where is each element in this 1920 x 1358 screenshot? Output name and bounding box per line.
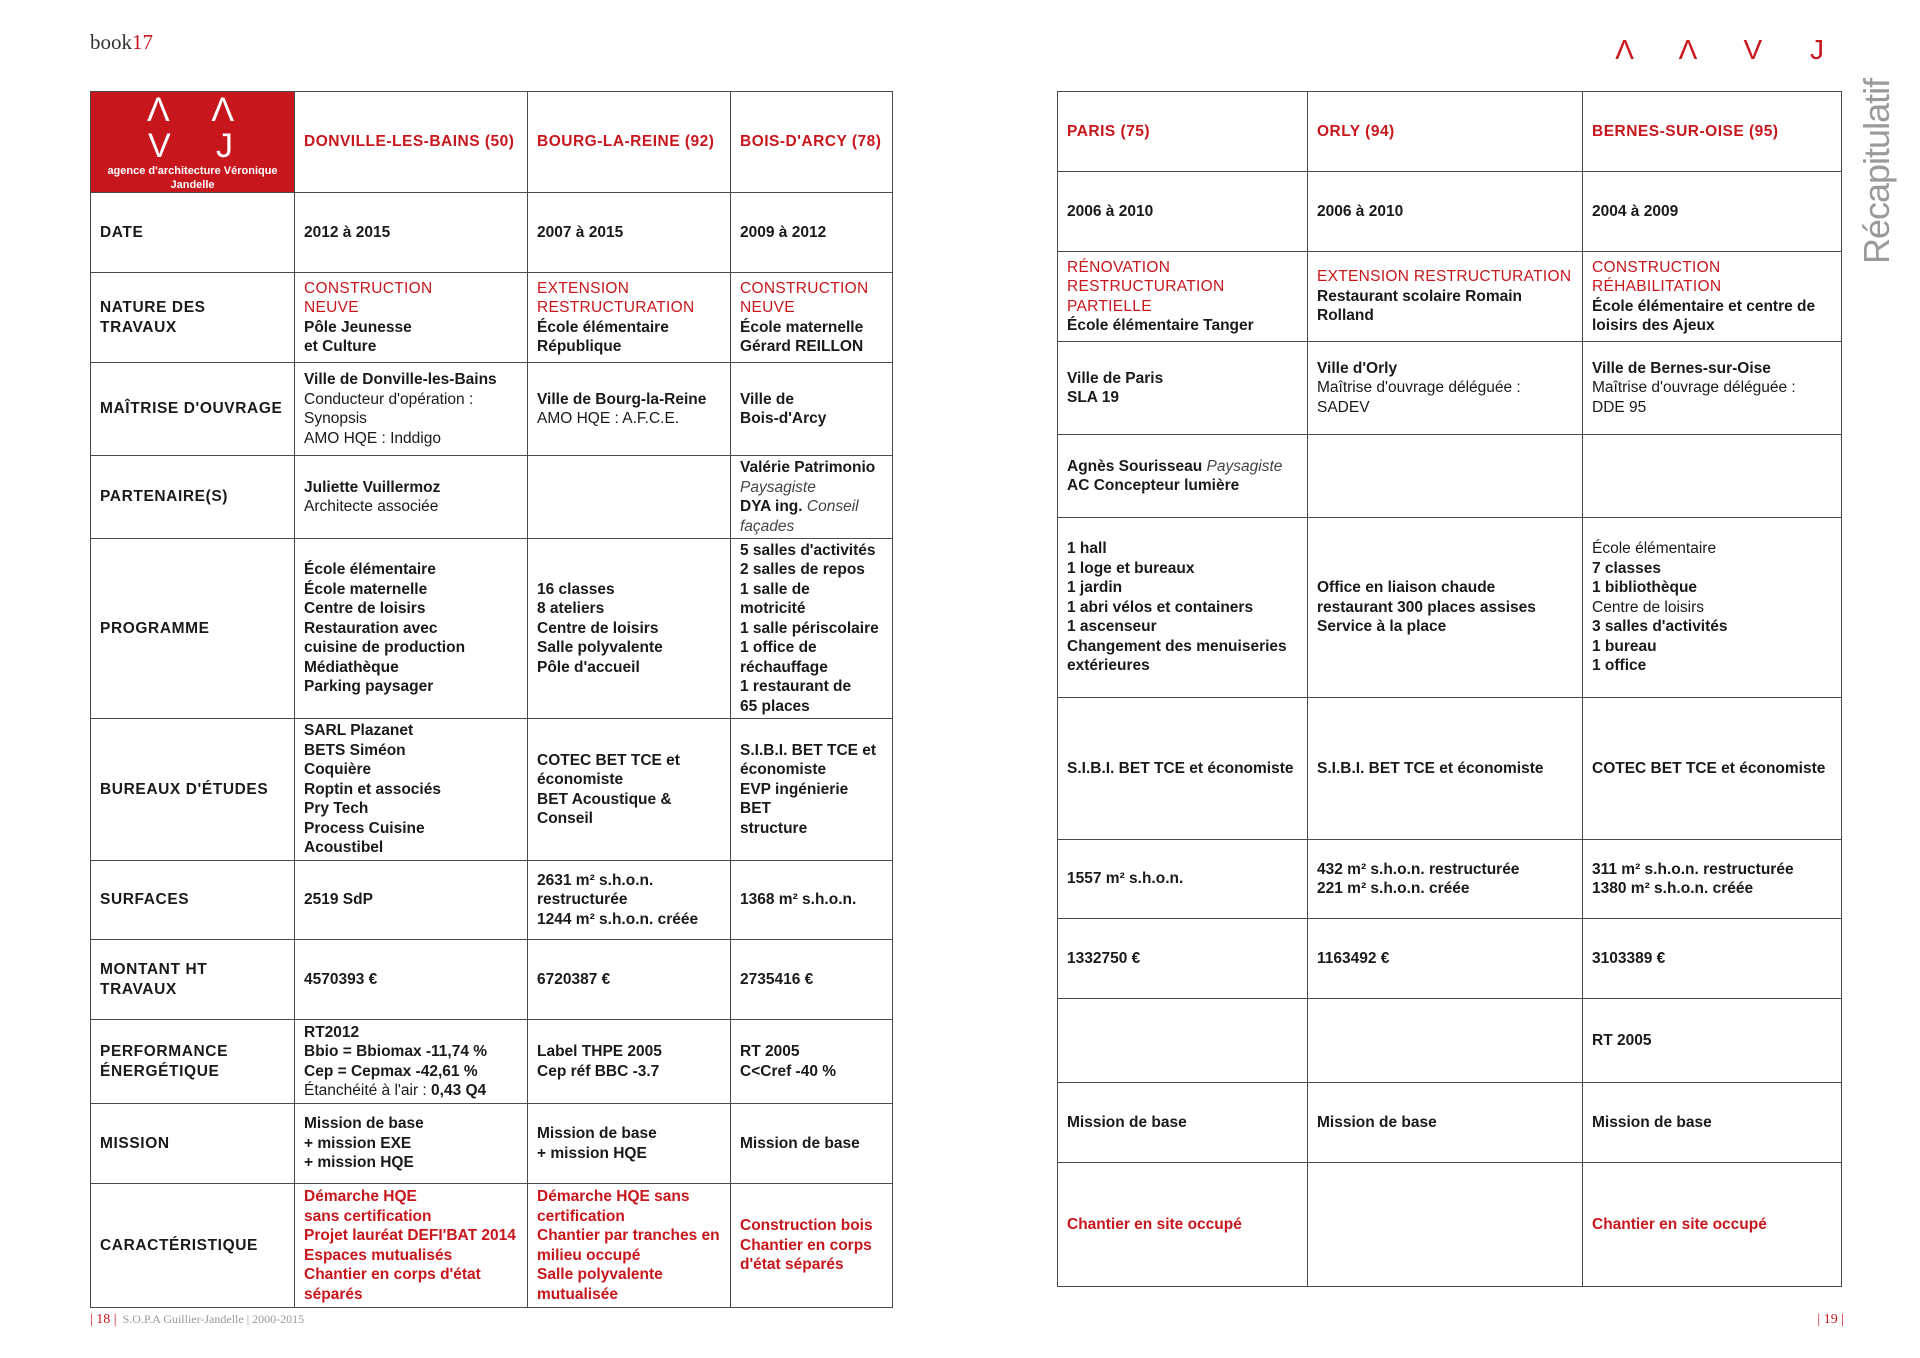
nature-desc: Pôle Jeunesse xyxy=(304,318,412,336)
surfaces-paris xyxy=(1058,840,1308,919)
nature-desc: Restaurant scolaire Romain xyxy=(1317,287,1523,305)
logo-letters: Λ Λ V J xyxy=(146,91,253,165)
list-item: + mission EXE xyxy=(304,1134,412,1152)
list-item: Pry Tech xyxy=(304,800,369,818)
date-bernes: 2004 à 2009 xyxy=(1583,172,1842,252)
list-item: 2 salles de repos xyxy=(740,561,865,579)
table-row-surfaces xyxy=(91,861,893,940)
amount-value: 4570393 € xyxy=(304,970,378,988)
list-item: Chantier en corps xyxy=(740,1236,872,1254)
list-item: Centre de loisirs xyxy=(537,619,659,637)
nature-bernes xyxy=(1583,252,1842,342)
list-item: 1 salle périscolaire xyxy=(740,619,879,637)
maitrise-name: Ville d'Orly xyxy=(1317,359,1398,377)
maitrise-name: SLA 19 xyxy=(1067,389,1119,406)
perf-label: Étanchéité à l'air : xyxy=(304,1082,432,1099)
maitrise-detail: Maîtrise d'ouvrage déléguée : xyxy=(1317,379,1521,397)
list-item: 1 office xyxy=(1592,657,1647,675)
partner-role: Architecte associée xyxy=(304,498,439,515)
list-item: structure xyxy=(740,819,808,837)
partner-name: Juliette Vuillermoz xyxy=(304,478,441,496)
date-paris: 2006 à 2010 xyxy=(1058,172,1308,252)
surfaces-donville xyxy=(295,861,528,940)
list-item: Coquière xyxy=(304,761,372,779)
table-row-mission xyxy=(1058,1083,1842,1163)
list-item: 8 ateliers xyxy=(537,600,605,618)
list-item: certification xyxy=(537,1207,625,1225)
maitrise-name: Ville de xyxy=(740,390,794,408)
list-item: École élémentaire xyxy=(304,561,436,579)
list-item: Salle polyvalente xyxy=(537,639,663,657)
list-item: Acoustibel xyxy=(304,839,384,857)
list-item: 65 places xyxy=(740,697,810,715)
surface-value: 1244 m² s.h.o.n. créée xyxy=(537,910,699,928)
partner-role: Paysagiste xyxy=(1206,457,1283,475)
maitrise-donville xyxy=(295,363,528,456)
bureaux-donville xyxy=(295,719,528,861)
project-name-boisdarcy: BOIS-D'ARCY (78) xyxy=(731,92,893,193)
list-item: + mission HQE xyxy=(537,1144,647,1162)
nature-desc: Rolland xyxy=(1317,307,1374,325)
list-item: séparés xyxy=(304,1285,363,1303)
surfaces-bernes xyxy=(1583,840,1842,919)
list-item: + mission HQE xyxy=(304,1154,414,1172)
partner-line xyxy=(740,497,883,517)
list-item: Projet lauréat DEFI'BAT 2014 xyxy=(304,1227,516,1244)
maitrise-detail: Synopsis xyxy=(304,410,367,427)
partner-role: Conseil xyxy=(806,498,859,515)
label-nature: NATURE DES TRAVAUX xyxy=(91,273,295,363)
project-name-bourg: BOURG-LA-REINE (92) xyxy=(528,92,731,193)
list-item: 1 bibliothèque xyxy=(1592,579,1698,597)
date-donville: 2012 à 2015 xyxy=(295,193,528,273)
list-item: 1 ascenseur xyxy=(1067,618,1157,636)
table-row-programme xyxy=(91,539,893,719)
perf-line: C<Cref -40 % xyxy=(740,1062,837,1080)
programme-bernes xyxy=(1583,518,1842,698)
partner-name: DYA ing. xyxy=(740,498,807,515)
maitrise-detail: DDE 95 xyxy=(1592,398,1647,416)
amount-value: 2735416 € xyxy=(740,970,814,988)
table-row-bureaux xyxy=(1058,698,1842,840)
nature-type: NEUVE xyxy=(740,299,795,316)
mission-boisdarcy xyxy=(731,1104,893,1184)
surface-value: 311 m² s.h.o.n. restructurée xyxy=(1592,860,1794,878)
list-item: Mission de base xyxy=(1067,1113,1187,1131)
label-maitrise: MAÎTRISE D'OUVRAGE xyxy=(91,363,295,456)
label-caracteristique: CARACTÉRISTIQUE xyxy=(91,1184,295,1308)
table-row-montant xyxy=(1058,919,1842,999)
table-row-montant xyxy=(91,940,893,1020)
performance-bernes xyxy=(1583,999,1842,1083)
table-row-bureaux xyxy=(91,719,893,861)
table-row-header xyxy=(91,92,893,193)
surface-value: 1557 m² s.h.o.n. xyxy=(1067,870,1184,888)
nature-type: RÉHABILITATION xyxy=(1592,278,1722,295)
list-item: 5 salles d'activités xyxy=(740,541,876,559)
list-item: 7 classes xyxy=(1592,559,1661,577)
montant-bernes xyxy=(1583,919,1842,999)
recap-table-right xyxy=(1057,91,1842,1287)
list-item: COTEC BET TCE et économiste xyxy=(1592,759,1826,777)
table-row-caracteristique xyxy=(1058,1163,1842,1287)
maitrise-boisdarcy xyxy=(731,363,893,456)
nature-type: RÉNOVATION xyxy=(1067,258,1171,276)
list-item: Chantier en site occupé xyxy=(1592,1215,1767,1233)
list-item: 1 jardin xyxy=(1067,579,1123,597)
nature-type: CONSTRUCTION xyxy=(740,279,869,297)
list-item: mutualisée xyxy=(537,1285,618,1303)
list-item: COTEC BET TCE et xyxy=(537,751,680,769)
nature-orly xyxy=(1308,252,1583,342)
surfaces-boisdarcy xyxy=(731,861,893,940)
list-item: Office en liaison chaude xyxy=(1317,579,1496,597)
page-number-left: | 18 | xyxy=(90,1312,117,1327)
list-item: 1 salle de xyxy=(740,580,810,598)
list-item: 1 hall xyxy=(1067,540,1107,558)
list-item: d'état séparés xyxy=(740,1256,844,1274)
book-number: 17 xyxy=(132,30,153,54)
maitrise-bourg xyxy=(528,363,731,456)
maitrise-paris xyxy=(1058,342,1308,435)
table-row-partenaires xyxy=(91,456,893,539)
list-item: 16 classes xyxy=(537,580,615,598)
footer-left xyxy=(90,1312,304,1328)
nature-paris xyxy=(1058,252,1308,342)
list-item: Conseil xyxy=(537,810,593,827)
label-date: DATE xyxy=(91,193,295,273)
mission-donville xyxy=(295,1104,528,1184)
partenaires-paris xyxy=(1058,435,1308,518)
programme-orly xyxy=(1308,518,1583,698)
table-row-nature xyxy=(91,273,893,363)
perf-line xyxy=(304,1081,518,1101)
nature-type: EXTENSION RESTRUCTURATION xyxy=(1317,268,1572,286)
table-row-maitrise xyxy=(91,363,893,456)
maitrise-detail: SADEV xyxy=(1317,398,1370,416)
book-word: book xyxy=(90,30,132,54)
maitrise-name: Ville de Donville-les-Bains xyxy=(304,371,497,388)
book-label xyxy=(90,30,153,55)
surface-value: restructurée xyxy=(537,891,628,909)
surface-value: 1368 m² s.h.o.n. xyxy=(740,891,857,909)
list-item: Construction bois xyxy=(740,1217,873,1235)
nature-desc: École élémentaire xyxy=(537,318,669,336)
list-item: S.I.B.I. BET TCE et économiste xyxy=(1067,759,1294,777)
mission-bernes xyxy=(1583,1083,1842,1163)
table-row-date xyxy=(91,193,893,273)
maitrise-detail: Conducteur d'opération : xyxy=(304,390,474,408)
recap-table-left xyxy=(90,91,893,1308)
list-item: Mission de base xyxy=(304,1115,424,1133)
mission-orly xyxy=(1308,1083,1583,1163)
nature-desc: et Culture xyxy=(304,338,377,355)
list-item: Centre de loisirs xyxy=(1592,598,1704,616)
maitrise-name: Ville de Bernes-sur-Oise xyxy=(1592,359,1771,377)
table-row-mission xyxy=(91,1104,893,1184)
list-item: extérieures xyxy=(1067,657,1150,675)
aavj-logo: Λ Λ V J xyxy=(1615,34,1844,65)
project-name-donville: DONVILLE-LES-BAINS (50) xyxy=(295,92,528,193)
nature-desc: École maternelle xyxy=(740,318,864,336)
list-item: Chantier par tranches en xyxy=(537,1227,720,1244)
surface-value: 432 m² s.h.o.n. restructurée xyxy=(1317,860,1520,878)
nature-desc: République xyxy=(537,338,622,355)
list-item: École maternelle xyxy=(304,580,428,598)
table-row-performance xyxy=(1058,999,1842,1083)
label-montant: MONTANT HT TRAVAUX xyxy=(91,940,295,1020)
table-row-surfaces xyxy=(1058,840,1842,919)
list-item: Changement des menuiseries xyxy=(1067,637,1287,655)
maitrise-name: Bois-d'Arcy xyxy=(740,410,827,427)
list-item: 1 loge et bureaux xyxy=(1067,559,1195,577)
date-boisdarcy: 2009 à 2012 xyxy=(731,193,893,273)
mission-bourg xyxy=(528,1104,731,1184)
nature-type: RESTRUCTURATION xyxy=(537,299,695,316)
bureaux-bernes xyxy=(1583,698,1842,840)
project-name-bernes: BERNES-SUR-OISE (95) xyxy=(1583,92,1842,172)
table-row-caracteristique xyxy=(91,1184,893,1308)
list-item: BET Acoustique & xyxy=(537,790,672,808)
footer-text: S.O.P.A Guillier-Jandelle | 2000-2015 xyxy=(122,1312,305,1326)
bureaux-paris xyxy=(1058,698,1308,840)
list-item: Process Cuisine xyxy=(304,819,425,837)
performance-bourg xyxy=(528,1020,731,1104)
maitrise-name: Ville de Paris xyxy=(1067,369,1164,387)
partenaires-bourg xyxy=(528,456,731,539)
montant-orly xyxy=(1308,919,1583,999)
date-bourg: 2007 à 2015 xyxy=(528,193,731,273)
date-orly: 2006 à 2010 xyxy=(1308,172,1583,252)
label-performance: PERFORMANCE ÉNERGÉTIQUE xyxy=(91,1020,295,1104)
list-item: Mission de base xyxy=(1592,1113,1712,1131)
amount-value: 3103389 € xyxy=(1592,949,1666,967)
list-item: sans certification xyxy=(304,1207,432,1225)
list-item: École élémentaire xyxy=(1592,540,1717,558)
project-name-orly: ORLY (94) xyxy=(1308,92,1583,172)
nature-type: PARTIELLE xyxy=(1067,297,1152,315)
table-row-programme xyxy=(1058,518,1842,698)
list-item: SARL Plazanet xyxy=(304,722,414,740)
nature-type: RESTRUCTURATION xyxy=(1067,278,1225,295)
label-partenaires: PARTENAIRE(S) xyxy=(91,456,295,539)
maitrise-detail: Maîtrise d'ouvrage déléguée : xyxy=(1592,379,1796,397)
side-title xyxy=(1856,78,1897,264)
list-item: Chantier en corps d'état xyxy=(304,1266,481,1283)
maitrise-bernes xyxy=(1583,342,1842,435)
surfaces-orly xyxy=(1308,840,1583,919)
montant-boisdarcy xyxy=(731,940,893,1020)
partenaires-boisdarcy xyxy=(731,456,893,539)
partner-line xyxy=(1067,457,1298,477)
table-row-performance xyxy=(91,1020,893,1104)
bureaux-boisdarcy xyxy=(731,719,893,861)
label-programme: PROGRAMME xyxy=(91,539,295,719)
maitrise-orly xyxy=(1308,342,1583,435)
list-item: EVP ingénierie BET xyxy=(740,780,849,818)
logo-box xyxy=(91,92,295,193)
partner-name: Valérie Patrimonio xyxy=(740,459,876,476)
nature-type: EXTENSION xyxy=(537,279,630,297)
bureaux-bourg xyxy=(528,719,731,861)
list-item: Mission de base xyxy=(1317,1113,1437,1131)
maitrise-name: Ville de Bourg-la-Reine xyxy=(537,390,707,408)
list-item: Mission de base xyxy=(537,1125,657,1142)
list-item: restaurant 300 places assises xyxy=(1317,598,1536,616)
maitrise-detail: AMO HQE : A.F.C.E. xyxy=(537,410,680,427)
nature-boisdarcy xyxy=(731,273,893,363)
table-row-header xyxy=(1058,92,1842,172)
nature-desc: École élémentaire Tanger xyxy=(1067,317,1254,334)
nature-desc: loisirs des Ajeux xyxy=(1592,317,1715,334)
list-item: Salle polyvalente xyxy=(537,1266,663,1283)
logo-subtitle: agence d'architecture Véronique Jandelle xyxy=(107,165,278,191)
perf-line: Cep réf BBC -3.7 xyxy=(537,1062,660,1080)
project-name-paris: PARIS (75) xyxy=(1058,92,1308,172)
caracteristique-orly xyxy=(1308,1163,1583,1287)
montant-paris xyxy=(1058,919,1308,999)
partner-name: AC Concepteur lumière xyxy=(1067,477,1240,494)
partenaires-bernes xyxy=(1583,435,1842,518)
performance-donville xyxy=(295,1020,528,1104)
partner-name: Agnès Sourisseau xyxy=(1067,457,1207,475)
table-row-date xyxy=(1058,172,1842,252)
label-surfaces: SURFACES xyxy=(91,861,295,940)
list-item: 1 bureau xyxy=(1592,637,1657,655)
programme-paris xyxy=(1058,518,1308,698)
nature-desc: Gérard REILLON xyxy=(740,338,864,355)
list-item: Médiathèque xyxy=(304,658,399,676)
list-item: réchauffage xyxy=(740,658,828,676)
side-title-text: Récapitulatif xyxy=(1856,78,1897,264)
list-item: cuisine de production xyxy=(304,639,466,657)
programme-boisdarcy xyxy=(731,539,893,719)
perf-value: 0,43 Q4 xyxy=(431,1082,487,1099)
nature-type: CONSTRUCTION xyxy=(304,279,433,297)
table-row-partenaires xyxy=(1058,435,1842,518)
list-item: Service à la place xyxy=(1317,618,1447,636)
nature-type: NEUVE xyxy=(304,299,359,316)
list-item: Centre de loisirs xyxy=(304,600,426,618)
programme-donville xyxy=(295,539,528,719)
maitrise-detail: AMO HQE : Inddigo xyxy=(304,429,441,447)
surface-value: 2519 SdP xyxy=(304,891,373,909)
perf-line: RT2012 xyxy=(304,1023,360,1041)
list-item: milieu occupé xyxy=(537,1246,641,1264)
nature-bourg xyxy=(528,273,731,363)
nature-type: CONSTRUCTION xyxy=(1592,258,1721,276)
caracteristique-donville xyxy=(295,1184,528,1308)
list-item: Démarche HQE xyxy=(304,1188,417,1205)
list-item: S.I.B.I. BET TCE et économiste xyxy=(1317,759,1544,777)
list-item: 1 restaurant de xyxy=(740,678,852,696)
partenaires-orly xyxy=(1308,435,1583,518)
surface-value: 1380 m² s.h.o.n. créée xyxy=(1592,880,1754,897)
surface-value: 2631 m² s.h.o.n. xyxy=(537,871,654,889)
caracteristique-bernes xyxy=(1583,1163,1842,1287)
list-item: BETS Siméon xyxy=(304,741,406,759)
amount-value: 6720387 € xyxy=(537,970,611,988)
performance-orly xyxy=(1308,999,1583,1083)
partenaires-donville xyxy=(295,456,528,539)
table-row-nature xyxy=(1058,252,1842,342)
list-item: Parking paysager xyxy=(304,678,434,696)
perf-line: RT 2005 xyxy=(740,1043,800,1060)
table-row-maitrise xyxy=(1058,342,1842,435)
perf-line: Cep = Cepmax -42,61 % xyxy=(304,1062,478,1080)
perf-line: Label THPE 2005 xyxy=(537,1043,662,1060)
performance-paris xyxy=(1058,999,1308,1083)
partner-role: Paysagiste xyxy=(740,478,816,496)
nature-desc: École élémentaire et centre de xyxy=(1592,297,1816,315)
caracteristique-boisdarcy xyxy=(731,1184,893,1308)
surface-value: 221 m² s.h.o.n. créée xyxy=(1317,880,1470,897)
list-item: S.I.B.I. BET TCE et xyxy=(740,741,877,759)
list-item: économiste xyxy=(740,761,827,779)
amount-value: 1332750 € xyxy=(1067,949,1141,967)
label-bureaux: BUREAUX D'ÉTUDES xyxy=(91,719,295,861)
perf-line: RT 2005 xyxy=(1592,1031,1652,1049)
list-item: 1 office de xyxy=(740,639,817,657)
list-item: Chantier en site occupé xyxy=(1067,1215,1242,1233)
montant-donville xyxy=(295,940,528,1020)
montant-bourg xyxy=(528,940,731,1020)
list-item: Mission de base xyxy=(740,1134,860,1152)
list-item: Pôle d'accueil xyxy=(537,658,640,676)
performance-boisdarcy xyxy=(731,1020,893,1104)
bureaux-orly xyxy=(1308,698,1583,840)
list-item: Démarche HQE sans xyxy=(537,1188,690,1205)
mission-paris xyxy=(1058,1083,1308,1163)
nature-donville xyxy=(295,273,528,363)
amount-value: 1163492 € xyxy=(1317,949,1390,967)
programme-bourg xyxy=(528,539,731,719)
list-item: 3 salles d'activités xyxy=(1592,618,1728,636)
list-item: Espaces mutualisés xyxy=(304,1246,453,1264)
page-number-right: | 19 | xyxy=(1817,1312,1844,1327)
list-item: motricité xyxy=(740,600,806,618)
partner-role: façades xyxy=(740,517,795,535)
list-item: Restauration avec xyxy=(304,619,438,637)
perf-line: Bbio = Bbiomax -11,74 % xyxy=(304,1043,488,1060)
surfaces-bourg xyxy=(528,861,731,940)
caracteristique-paris xyxy=(1058,1163,1308,1287)
list-item: économiste xyxy=(537,771,624,788)
label-mission: MISSION xyxy=(91,1104,295,1184)
list-item: 1 abri vélos et containers xyxy=(1067,598,1254,616)
caracteristique-bourg xyxy=(528,1184,731,1308)
list-item: Roptin et associés xyxy=(304,780,441,798)
